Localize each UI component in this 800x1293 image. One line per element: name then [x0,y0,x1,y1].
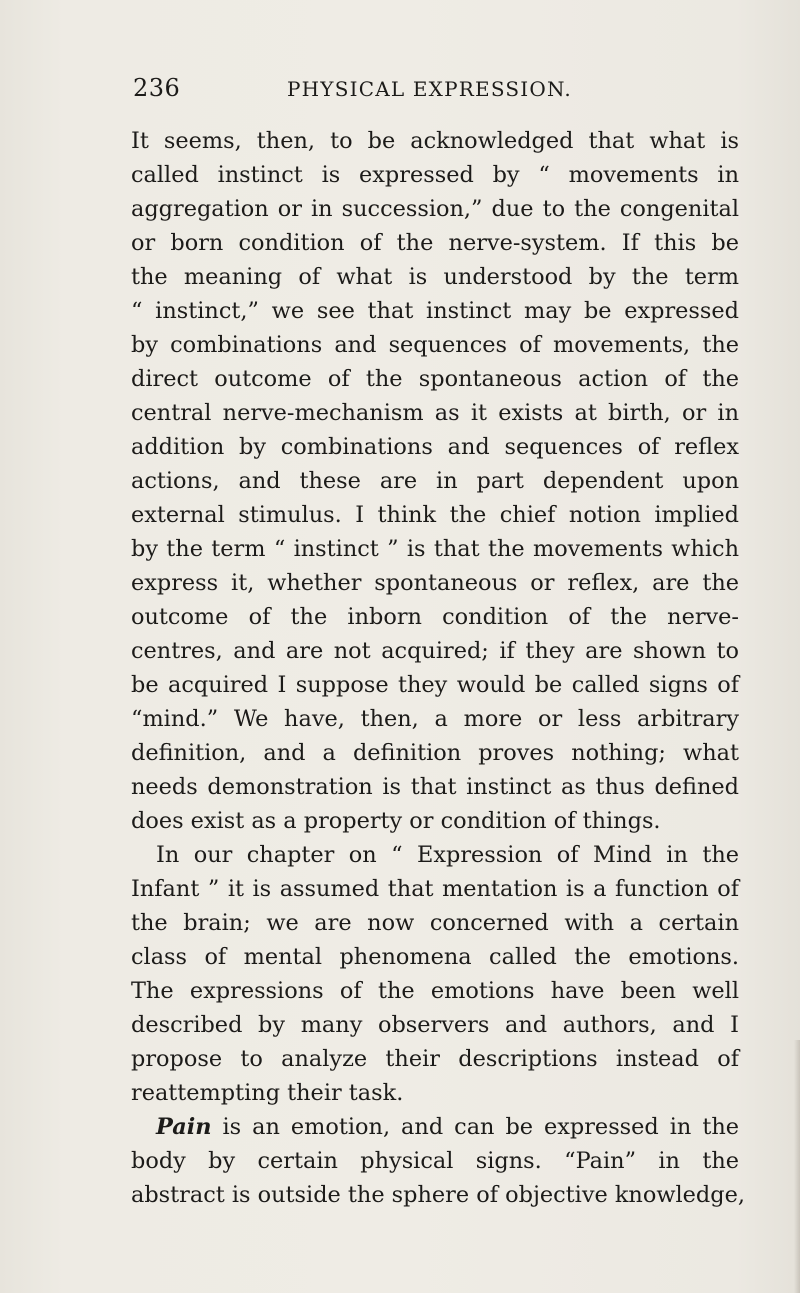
text-line: “ instinct,” we see that instinct may be expressed [131,298,739,324]
text-line: actions, and these are in part dependent upon [131,468,739,494]
text-line: addition by combinations and sequences of reflex [131,434,739,460]
text-line: body by certain physical signs. “Pain” in the [131,1148,739,1174]
text-line: described by many observers and authors, and I [131,1012,739,1038]
running-title: PHYSICAL EXPRESSION. [287,77,572,101]
text-line: outcome of the inborn condition of the nerve- [131,604,739,630]
text-line: “mind.” We have, then, a more or less arbitrary [131,706,739,732]
text-line: express it, whether spontaneous or reflex, are the [131,570,739,596]
text-line: central nerve-mechanism as it exists at birth, or in [131,400,739,426]
text-line: direct outcome of the spontaneous action of the [131,366,739,392]
text-line: by the term “ instinct ” is that the movements which [131,536,739,562]
text-line: does exist as a property or condition of things. [131,808,661,834]
running-header [133,74,733,108]
text-line: the meaning of what is understood by the term [131,264,739,290]
text-line: abstract is outside the sphere of objective knowledge, [131,1182,745,1208]
italic-term: Pain [156,1114,212,1140]
text-line: needs demonstration is that instinct as thus defined [131,774,739,800]
text-line: It seems, then, to be acknowledged that what is [131,128,739,154]
text-line-rest: is an emotion, and can be expressed in the [211,1114,739,1140]
text-line: aggregation or in succession,” due to the congenital [131,196,739,222]
text-line: In our chapter on “ Expression of Mind in the [156,842,739,868]
text-line: propose to analyze their descriptions instead of [131,1046,739,1072]
page-number: 236 [133,74,181,102]
page-edge-shadow [794,1040,800,1293]
text-line: called instinct is expressed by “ movements in [131,162,739,188]
text-line: the brain; we are now concerned with a certain [131,910,739,936]
text-line: definition, and a definition proves nothing; what [131,740,739,766]
text-line: by combinations and sequences of movements, the [131,332,739,358]
text-line: reattempting their task. [131,1080,404,1106]
text-line: be acquired I suppose they would be called signs of [131,672,739,698]
text-line: external stimulus. I think the chief notion implied [131,502,739,528]
body-text [131,124,745,1274]
text-line: The expressions of the emotions have been well [131,978,739,1004]
text-line: Infant ” it is assumed that mentation is a function of [131,876,739,902]
text-line: class of mental phenomena called the emotions. [131,944,739,970]
text-line: or born condition of the nerve-system. If this be [131,230,739,256]
text-line: centres, and are not acquired; if they are shown to [131,638,739,664]
text-line-mixed [156,1110,739,1144]
